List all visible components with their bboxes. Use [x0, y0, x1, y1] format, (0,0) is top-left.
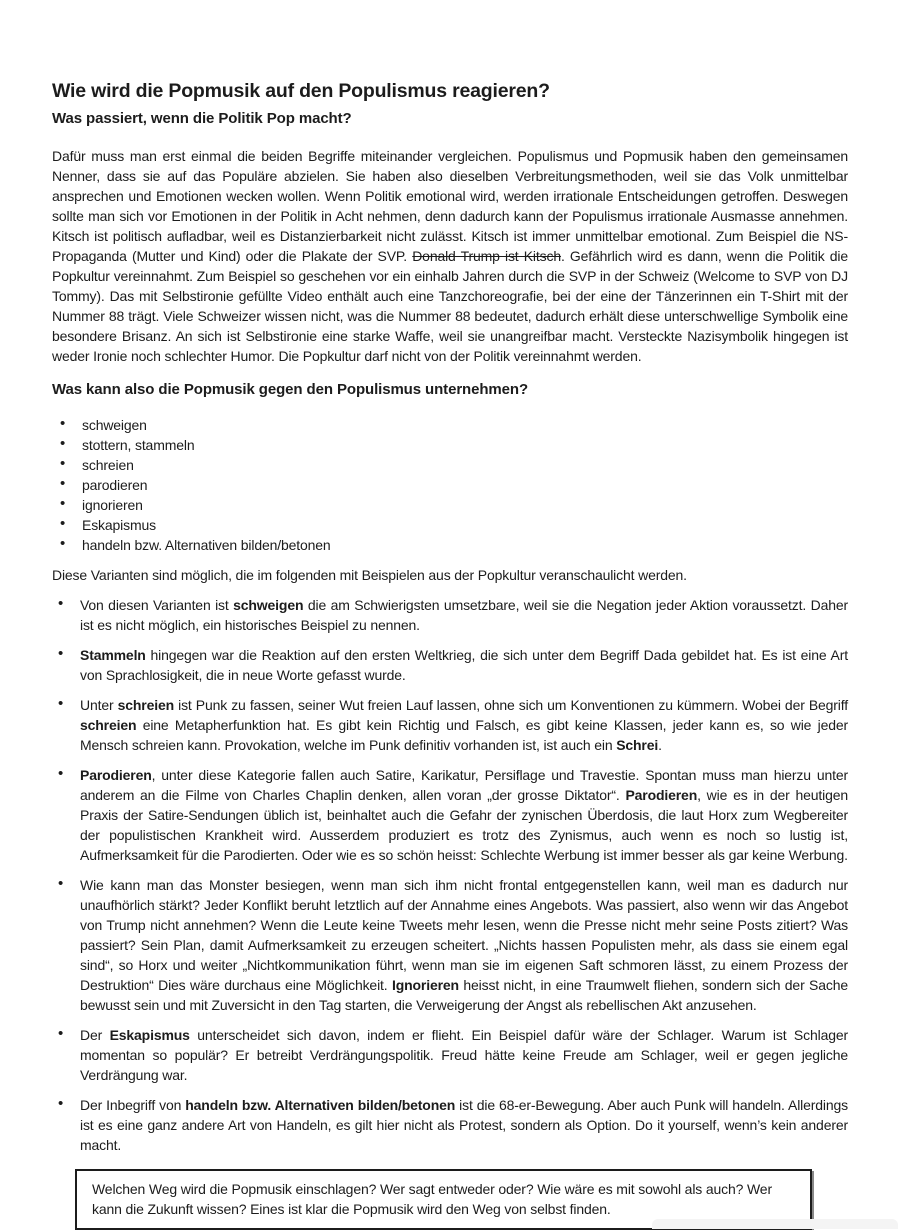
closing-note-text: Welchen Weg wird die Popmusik einschlagen? Wer sagt entweder oder? Wie wäre es mit sowohl als auch? Wer kann die Zukunft wissen? Eines ist klar die Popmusik wird den Weg von selbst finden. — [92, 1180, 772, 1217]
bottom-right-partial-element — [652, 1219, 898, 1229]
example-item-handeln: • Der Inbegriff von handeln bzw. Alternativen bilden/betonen ist die 68-er-Bewegung. Aber auch Punk will handeln. Allerdings ist es eine ganz andere Art von Handeln, es gilt hier nicht als Protest, sondern als Option. Do it yourself, wenn’s kein anderer macht. — [52, 1095, 848, 1155]
section-heading-options: Was kann also die Popmusik gegen den Populismus unternehmen? — [52, 381, 529, 399]
lead-in-paragraph: Diese Varianten sind möglich, die im folgenden mit Beispielen aus der Popkultur veranschaulicht werden. — [52, 566, 687, 583]
example-item-ignorieren: • Wie kann man das Monster besiegen, wenn man sich ihm nicht frontal entgegenstellen kann, weil man es dadurch nur unaufhörlich stärkt? Jeder Konflikt beruht letztlich auf der Annahme eines Angebots. Was passiert, also wenn wir das Angebot von Trump nicht annehmen? Wenn die Leute keine Tweets mehr lesen, wenn die Presse nicht mehr seine Posts zitiert? Was passiert? Sein Plan, damit Aufmerksamkeit zu erzeugen scheitert. „Nichts hassen Populisten mehr, als dass sie einem egal sind“, so Horx und weiter „Nichtkommunikation führt, wenn man sie im eigenen Saft schmoren lässt, zu einem Prozess der Destruktion“ Dies wäre durchaus eine Möglichkeit. Ignorieren heisst nicht, in eine Traumwelt fliehen, sondern sich der Sache bewusst sein und mit Zuversicht in den Tag starten, die Verweigerung der Angst als rebellischen Akt anzusehen. — [52, 875, 848, 1015]
option-item: • handeln bzw. Alternativen bilden/betonen — [52, 535, 848, 555]
section-heading-politics-pop: Was passiert, wenn die Politik Pop macht? — [52, 110, 352, 128]
option-item: • schreien — [52, 455, 848, 475]
example-item-parodieren: • Parodieren, unter diese Kategorie fallen auch Satire, Karikatur, Persiflage und Travestie. Spontan muss man hierzu unter anderem an die Filme von Charles Chaplin denken, allen voran „der grosse Diktator“. Parodieren, wie es in der heutigen Praxis der Satire-Sendungen üblich ist, beinhaltet auch die Gefahr der zynischen Überdosis, die laut Horx zum Wegbereiter der populistischen Krankheit wird. Ausserdem produziert es trotz des Zynismus, auch wenn es noch so lustig ist, Aufmerksamkeit für die Parodierten. Oder wie es so schön heisst: Schlechte Werbung ist immer besser als gar keine Werbung. — [52, 765, 848, 865]
intro-paragraph: Dafür muss man erst einmal die beiden Begriffe miteinander vergleichen. Populismus und Popmusik haben den gemeinsamen Nenner, dass sie auf das Populäre abzielen. Sie haben also dieselben Verbreitungsmethoden, weil sie das Volk unmittelbar ansprechen und Emotionen wecken wollen. Wenn Politik emotional wird, werden irrationale Entscheidungen getroffen. Deswegen sollte man sich vor Emotionen in der Politik in Acht nehmen, denn dadurch kann der Populismus irrationale Ausmasse annehmen. Kitsch ist politisch aufladbar, weil es Distanzierbarkeit nicht zulässt. Kitsch ist immer unmittelbar emotional. Zum Beispiel die NS-Propaganda (Mutter und Kind) oder die Plakate der SVP. Donald Trump ist Kitsch. Gefährlich wird es dann, wenn die Politik die Popkultur vereinnahmt. Zum Beispiel so geschehen vor ein einhalb Jahren durch die SVP in der Schweiz (Welcome to SVP von DJ Tommy). Das mit Selbstironie gefüllte Video enthält auch eine Tanzchoreografie, bei der eine der Tänzerinnen ein T-Shirt mit der Nummer 88 trägt. Viele Schweizer wissen nicht, was die Nummer 88 bedeutet, dadurch erhält diese unterschwellige Symbolik eine besondere Brisanz. An sich ist Selbstironie eine starke Waffe, weil sie unangreifbar macht. Versteckte Nazisymbolik hingegen ist weder Ironie noch schlechter Humor. Die Popkultur darf nicht von der Politik vereinnahmt werden. — [52, 148, 848, 365]
option-item: • ignorieren — [52, 495, 848, 515]
example-item-stammeln: • Stammeln hingegen war die Reaktion auf den ersten Weltkrieg, die sich unter dem Begriff Dada gebildet hat. Es ist eine Art von Sprachlosigkeit, die in neue Worte gefasst wurde. — [52, 645, 848, 685]
option-item: • schweigen — [52, 415, 848, 435]
page-title: Wie wird die Popmusik auf den Populismus reagieren? — [52, 80, 550, 102]
option-item: • parodieren — [52, 475, 848, 495]
option-item: • Eskapismus — [52, 515, 848, 535]
options-list — [52, 415, 848, 555]
option-item: • stottern, stammeln — [52, 435, 848, 455]
example-item-schweigen: • Von diesen Varianten ist schweigen die am Schwierigsten umsetzbare, weil sie die Negation jeder Aktion voraussetzt. Daher ist es nicht möglich, ein historisches Beispiel zu nennen. — [52, 595, 848, 635]
examples-list — [52, 595, 848, 1155]
example-item-schreien: • Unter schreien ist Punk zu fassen, seiner Wut freien Lauf lassen, ohne sich um Konventionen zu kümmern. Wobei der Begriff schreien eine Metapherfunktion hat. Es gibt kein Richtig und Falsch, es gibt keine Klassen, jeder kann es, so wie jeder Mensch schreien kann. Provokation, welche im Punk definitiv vorhanden ist, ist auch ein Schrei. — [52, 695, 848, 755]
example-item-eskapismus: • Der Eskapismus unterscheidet sich davon, indem er flieht. Ein Beispiel dafür wäre der Schlager. Warum ist Schlager momentan so populär? Er betreibt Verdrängungspolitik. Freud hätte keine Freude am Schlager, weil er gegen jegliche Verdrängung war. — [52, 1025, 848, 1085]
